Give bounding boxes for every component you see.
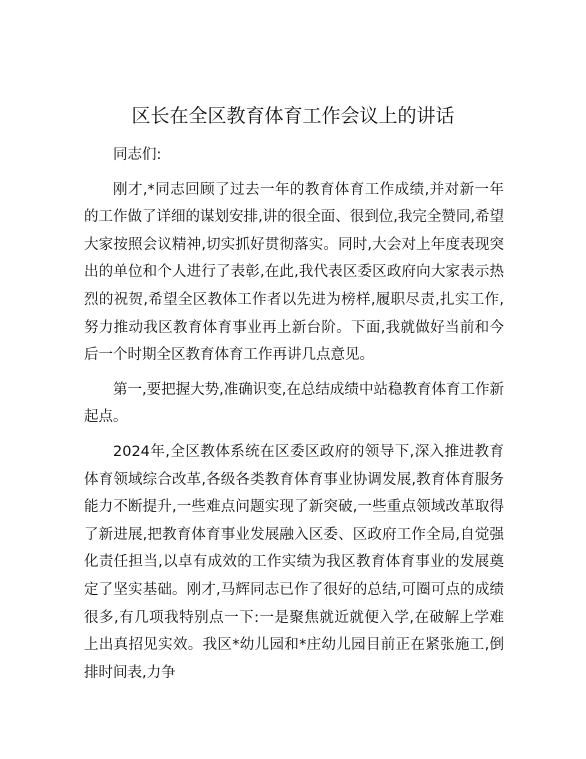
paragraph-1: 刚才,*同志回顾了过去一年的教育体育工作成绩,并对新一年的工作做了详细的谋划安排,讲的很全面、很到位,我完全赞同,希望大家按照会议精神,切实抓好贯彻落实。同时,大会对上年度表现突出的单位和个人进行了表彰,在此,我代表区委区政府向大家表示热烈的祝贺,希望全区教体工作者以先进为榜样,履职尽责,扎实工作,努力推动我区教育体育事业再上新台阶。下面,我就做好当前和今后一个时期全区教育体育工作再讲几点意见。 [84,181,504,364]
document-body [84,142,504,687]
paragraph-3: 2024年,全区教体系统在区委区政府的领导下,深入推进教育体育领域综合改革,各级各类教育体育事业协调发展,教育体育服务能力不断提升,一些难点问题实现了新突破,一些重点领域改革取得了新进展,把教育体育事业发展融入区委、区政府工作全局,自觉强化责任担当,以卓有成效的工作实绩为我区教育体育事业的发展奠定了坚实基础。刚才,马辉同志已作了很好的总结,可圈可点的成绩很多,有几项我特别点一下:一是聚焦就近就便入学,在破解上学难上出真招见实效。我区*幼儿园和*庄幼儿园目前正在紧张施工,倒排时间表,力争 [84,443,504,681]
salutation: 同志们: [113,147,162,163]
document-title: 区长在全区教育体育工作会议上的讲话 [131,105,455,127]
paragraph-2: 第一,要把握大势,准确识变,在总结成绩中站稳教育体育工作新起点。 [84,381,504,426]
